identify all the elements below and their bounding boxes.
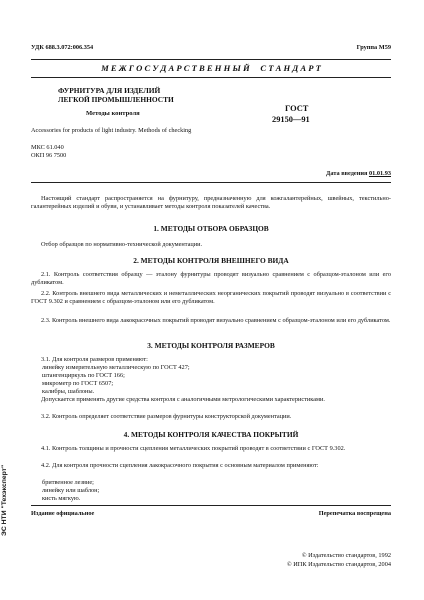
section-3-2: 3.2. Контроль определяет соответствие размеров фурнитуры конструкторской документации. <box>41 413 292 420</box>
section-1-heading: 1. МЕТОДЫ ОТБОРА ОБРАЗЦОВ <box>153 224 269 233</box>
section-3-note: Допускается применять другие средства контроля с аналогичными метрологическими характеристиками. <box>41 396 325 403</box>
section-2-1: 2.1. Контроль соответствия образцу — эталону фурнитуры проводят визуально сравнением с образцом-эталоном или его дубликатом. <box>31 271 391 287</box>
section-4-item: линейку или шаблон; <box>42 487 100 494</box>
section-4-item: кисть мягкую. <box>42 495 81 502</box>
section-3-item: штангенциркуль по ГОСТ 166; <box>42 372 125 379</box>
gost-number: 29150—91 <box>272 115 310 124</box>
section-1-text: Отбор образцов по нормативно-технической документации. <box>41 241 203 248</box>
section-2-3: 2.3. Контроль внешнего вида лакокрасочных покрытий проводят визуально сравнением с образцом-эталоном или его дубликатом. <box>41 317 391 324</box>
section-3-heading: 3. МЕТОДЫ КОНТРОЛЯ РАЗМЕРОВ <box>147 341 275 350</box>
official-edition: Издание официальное <box>31 510 95 517</box>
section-3-item: линейку измерительную металлическую по ГОСТ 427; <box>42 364 190 371</box>
banner-rule <box>31 77 391 78</box>
scope-paragraph: Настоящий стандарт распространяется на фурнитуру, предназначенную для кожгалантерейных, швейных, текстильно-галантерейных изделий и обуви, и устанавливает методы контроля показателей качества. <box>31 195 391 211</box>
intro-rule <box>31 182 391 183</box>
section-4-1: 4.1. Контроль толщины и прочности сцепления металлических покрытий проводят в соответствии с ГОСТ 9.302. <box>41 445 346 452</box>
section-2-heading: 2. МЕТОДЫ КОНТРОЛЯ ВНЕШНЕГО ВИДА <box>133 256 289 265</box>
doc-subtitle: Методы контроля <box>86 110 140 117</box>
copyright-1992: © Издательство стандартов, 1992 <box>301 552 391 559</box>
doc-title-line2: ЛЕГКОЙ ПРОМЫШЛЕННОСТИ <box>58 95 174 104</box>
doc-title-line1: ФУРНИТУРА ДЛЯ ИЗДЕЛИЙ <box>58 86 161 95</box>
mks-code: МКС 61.040 <box>31 144 64 151</box>
section-2-2: 2.2. Контроль внешнего вида металлических и неметаллических неорганических покрытий проводят визуально в соответствии с ГОСТ 9.302 и сравнением с образцом-эталоном или его дубликатом. <box>31 290 391 306</box>
footer-rule <box>31 505 391 506</box>
okp-code: ОКП 96 7500 <box>31 152 67 159</box>
english-title: Accessories for products of light industry. Methods of checking <box>31 127 192 134</box>
section-4-item: бритвенное лезвие; <box>42 479 94 486</box>
standard-banner: М Е Ж Г О С У Д А Р С Т В Е Н Н Ы Й С Т А Н Д А Р Т <box>101 63 321 73</box>
udk-code: УДК 688.3.072:006.354 <box>31 44 94 51</box>
section-3-item: микрометр по ГОСТ 6507; <box>42 380 114 387</box>
section-3-1: 3.1. Для контроля размеров применяют: <box>41 356 148 363</box>
section-4-2: 4.2. Для контроля прочности сцепления лакокрасочного покрытия с основным материалом применяют: <box>41 462 319 469</box>
introduction-date-label: Дата введения <box>326 170 368 177</box>
section-3-item: калибры, шаблоны. <box>42 388 95 395</box>
introduction-date-value: 01.01.93 <box>368 170 391 177</box>
group-code: Группа М59 <box>356 44 391 51</box>
top-rule <box>31 59 391 60</box>
section-4-heading: 4. МЕТОДЫ КОНТРОЛЯ КАЧЕСТВА ПОКРЫТИЙ <box>123 430 299 439</box>
sidebar-watermark: ЭС НТИ "Техэксперт" <box>1 464 8 536</box>
gost-label: ГОСТ <box>285 104 309 113</box>
copyright-2004: © ИПК Издательство стандартов, 2004 <box>286 561 391 568</box>
reprint-notice: Перепечатка воспрещена <box>318 510 391 517</box>
introduction-date <box>326 170 391 178</box>
